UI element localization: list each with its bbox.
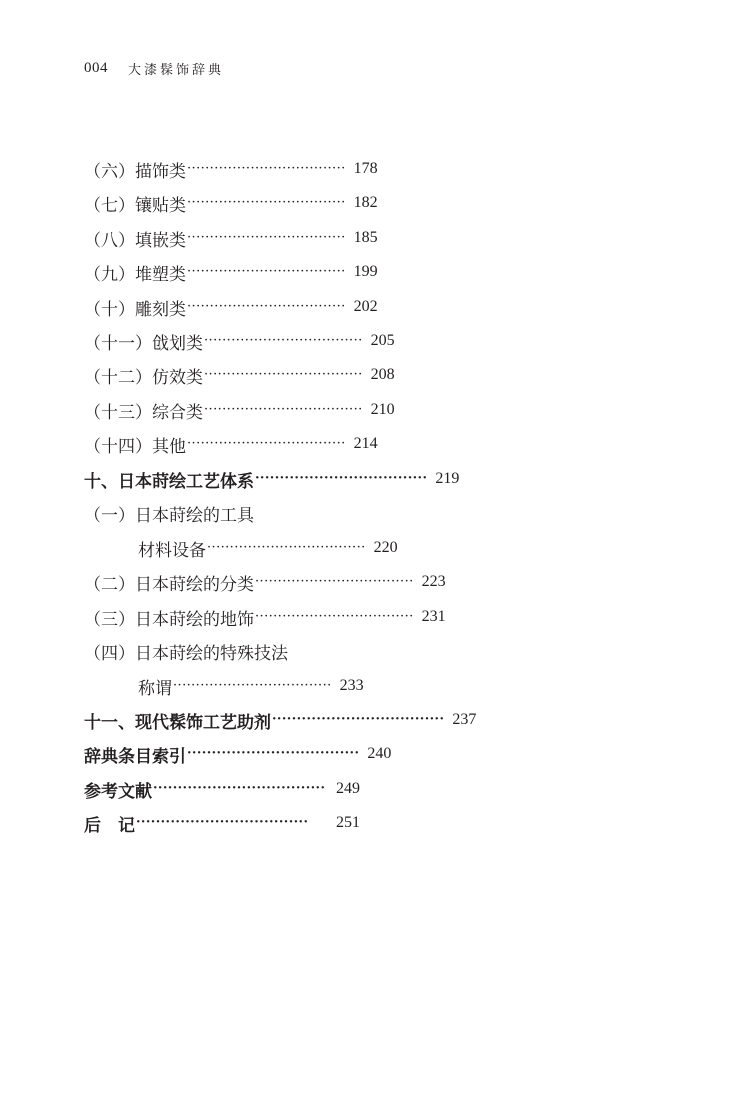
toc-entry-page: 231	[421, 608, 446, 625]
toc-entry-page: 249	[336, 780, 360, 797]
book-title: 大漆髹饰辞典	[128, 62, 225, 78]
toc-chapter-entry[interactable]	[84, 467, 460, 492]
leader-dots: ···································	[173, 677, 332, 693]
leader-dots: ···································	[255, 470, 428, 486]
toc-entry-label: （七）镶贴类	[84, 195, 186, 216]
toc-entry-continuation[interactable]	[84, 536, 398, 561]
leader-dots: ···································	[255, 608, 414, 624]
toc-entry[interactable]	[84, 432, 378, 457]
leader-dots: ···································	[255, 573, 414, 589]
toc-entry-label: （二）日本莳绘的分类	[84, 574, 254, 595]
leader-dots: ···································	[136, 814, 309, 830]
toc-entry-page: 240	[367, 745, 392, 762]
toc-entry-label: （一）日本莳绘的工具	[84, 505, 254, 526]
toc-chapter-entry[interactable]	[84, 811, 360, 835]
leader-dots: ···································	[207, 539, 366, 555]
toc-entry-page: 210	[370, 401, 395, 418]
toc-entry-page: 251	[336, 814, 360, 831]
leader-dots: ···································	[187, 435, 346, 451]
toc-entry[interactable]	[84, 157, 378, 182]
toc-entry-label: （四）日本莳绘的特殊技法	[84, 643, 288, 664]
toc-entry-label: （六）描饰类	[84, 161, 186, 182]
toc-entry-label: （三）日本莳绘的地饰	[84, 609, 254, 630]
toc-entry-label: （十三）综合类	[84, 402, 203, 423]
toc-entry[interactable]	[84, 639, 360, 663]
toc-entry-label: 十一、现代髹饰工艺助剂	[84, 712, 271, 733]
toc-entry-page: 223	[421, 573, 446, 590]
toc-entry-page: 182	[353, 194, 378, 211]
toc-entry[interactable]	[84, 398, 395, 423]
leader-dots: ···································	[204, 366, 363, 382]
toc-entry-label: 参考文献	[84, 781, 152, 802]
toc-entry-label: 后 记	[84, 815, 135, 836]
leader-dots: ···································	[187, 160, 346, 176]
toc-entry[interactable]	[84, 501, 360, 525]
toc-chapter-entry[interactable]	[84, 708, 477, 733]
leader-dots: ···································	[187, 298, 346, 314]
toc-entry[interactable]	[84, 570, 446, 595]
toc-entry-label: （十一）戗划类	[84, 333, 203, 354]
leader-dots: ···································	[187, 745, 360, 761]
leader-dots: ···································	[204, 332, 363, 348]
toc-entry[interactable]	[84, 329, 395, 354]
leader-dots: ···································	[272, 711, 445, 727]
toc-chapter-entry[interactable]	[84, 742, 392, 767]
toc-entry-continuation[interactable]	[84, 674, 364, 699]
leader-dots: ···································	[187, 263, 346, 279]
toc-entry[interactable]	[84, 295, 378, 320]
toc-entry-label: （九）堆塑类	[84, 264, 186, 285]
toc-entry-page: 178	[353, 160, 378, 177]
toc-entry-label: （十二）仿效类	[84, 367, 203, 388]
leader-dots: ···································	[187, 229, 346, 245]
toc-entry-page: 208	[370, 366, 395, 383]
toc-entry-label: 辞典条目索引	[84, 746, 186, 767]
toc-entry-label: 十、日本莳绘工艺体系	[84, 471, 254, 492]
toc-entry[interactable]	[84, 260, 378, 285]
toc-entry-page: 219	[435, 470, 460, 487]
toc-entry-page: 237	[452, 711, 477, 728]
toc-entry-label: （十四）其他	[84, 436, 186, 457]
toc-entry-page: 202	[353, 298, 378, 315]
toc-entry[interactable]	[84, 363, 395, 388]
toc-entry-page: 233	[339, 677, 364, 694]
toc-entry-page: 214	[353, 435, 378, 452]
toc-entry-label: （八）填嵌类	[84, 230, 186, 251]
toc-entry-page: 220	[373, 539, 398, 556]
toc-entry[interactable]	[84, 226, 378, 251]
leader-dots: ···································	[153, 780, 326, 796]
toc-entry-page: 199	[353, 263, 378, 280]
toc-entry-label: 称谓	[138, 678, 172, 699]
toc-chapter-entry[interactable]	[84, 777, 360, 801]
toc-entry[interactable]	[84, 605, 446, 630]
toc-entry-page: 205	[370, 332, 395, 349]
leader-dots: ···································	[187, 194, 346, 210]
toc-entry-label: 材料设备	[138, 540, 206, 561]
leader-dots: ···································	[204, 401, 363, 417]
toc-entry-page: 185	[353, 229, 378, 246]
toc-entry[interactable]	[84, 191, 378, 216]
running-header	[84, 58, 224, 78]
page-number: 004	[84, 59, 108, 76]
toc-entry-label: （十）雕刻类	[84, 299, 186, 320]
